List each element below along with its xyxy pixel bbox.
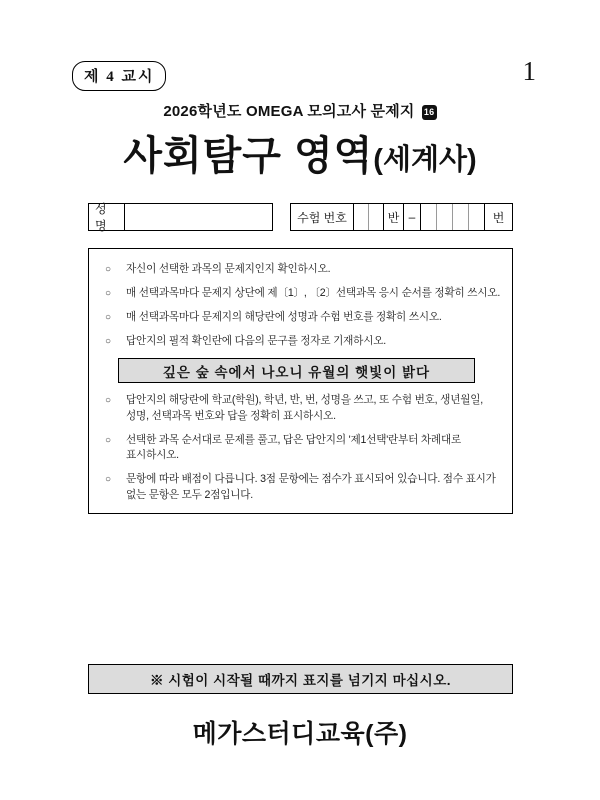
instruction-item [104, 393, 498, 424]
candidate-form-row [88, 203, 513, 231]
circle-bullet-icon: ○ [105, 434, 112, 446]
exam-no-cell[interactable] [421, 204, 437, 230]
instruction-item [104, 472, 498, 503]
handwriting-phrase-box: 깊은 숲 속에서 나오니 유월의 햇빛이 밝다 [118, 358, 475, 383]
circle-bullet-icon: ○ [105, 474, 112, 485]
exam-no-cell[interactable] [469, 204, 485, 230]
instruction-text: 매 선택과목마다 문제지 상단에 제〔1〕, 〔2〕선택과목 응시 순서를 정확히 쓰시오. [126, 287, 501, 299]
instruction-text: 답안지의 해당란에 학교(학원), 학년, 반, 번, 성명을 쓰고, 또 수험 번호, 생년월일, 성명, 선택과목 번호와 답을 정확히 표시하시오. [126, 394, 484, 422]
exam-no-label: 수험 번호 [291, 204, 354, 230]
instruction-item [104, 310, 498, 326]
exam-no-cell[interactable] [437, 204, 453, 230]
publisher-name: 메가스터디교육(주) [192, 720, 408, 748]
circle-bullet-icon: ○ [105, 336, 112, 347]
name-field-box [88, 203, 273, 231]
title-main: 사회탐구 영역 [123, 134, 374, 178]
instruction-text: 자신이 선택한 과목의 문제지인지 확인하시오. [126, 263, 331, 275]
instructions-box [88, 248, 513, 514]
period-label: 제 4 교시 [72, 61, 166, 91]
dash-cell: – [404, 204, 421, 230]
instruction-text: 문항에 따라 배점이 다릅니다. 3점 문항에는 점수가 표시되어 있습니다. 점수 표시가 없는 문항은 모두 2점입니다. [126, 473, 496, 501]
circle-bullet-icon: ○ [105, 288, 112, 299]
instruction-item [104, 334, 498, 350]
class-label: 반 [384, 204, 404, 230]
instruction-text: 선택한 과목 순서대로 문제를 풀고, 답은 답안지의 '제1선택'란부터 차례대로 표시하시오. [126, 433, 462, 461]
subject-code-badge: 16 [422, 105, 437, 120]
instruction-item [104, 286, 501, 302]
exam-title [0, 124, 600, 181]
circle-bullet-icon: ○ [105, 312, 112, 323]
subtitle-text: 2026학년도 OMEGA 모의고사 문제지 [163, 103, 415, 120]
instruction-item [104, 433, 498, 464]
circle-bullet-icon: ○ [105, 395, 112, 406]
do-not-turn-page-notice: ※ 시험이 시작될 때까지 표지를 넘기지 마십시오. [88, 664, 513, 694]
circle-bullet-icon: ○ [105, 264, 112, 275]
number-label: 번 [492, 210, 505, 225]
instruction-text: 매 선택과목마다 문제지의 해당란에 성명과 수험 번호를 정확히 쓰시오. [126, 311, 442, 323]
exam-no-cell[interactable] [369, 204, 384, 230]
exam-no-cell[interactable] [453, 204, 469, 230]
page-number: 1 [522, 56, 536, 86]
name-label: 성명 [89, 204, 125, 230]
instruction-text: 답안지의 필적 확인란에 다음의 문구를 정자로 기재하시오. [126, 335, 387, 347]
instruction-item [104, 262, 498, 278]
exam-number-box [290, 203, 513, 231]
title-sub: (세계사) [373, 144, 477, 176]
exam-no-cell[interactable] [354, 204, 369, 230]
exam-subtitle [0, 100, 600, 121]
name-input[interactable] [125, 204, 272, 230]
